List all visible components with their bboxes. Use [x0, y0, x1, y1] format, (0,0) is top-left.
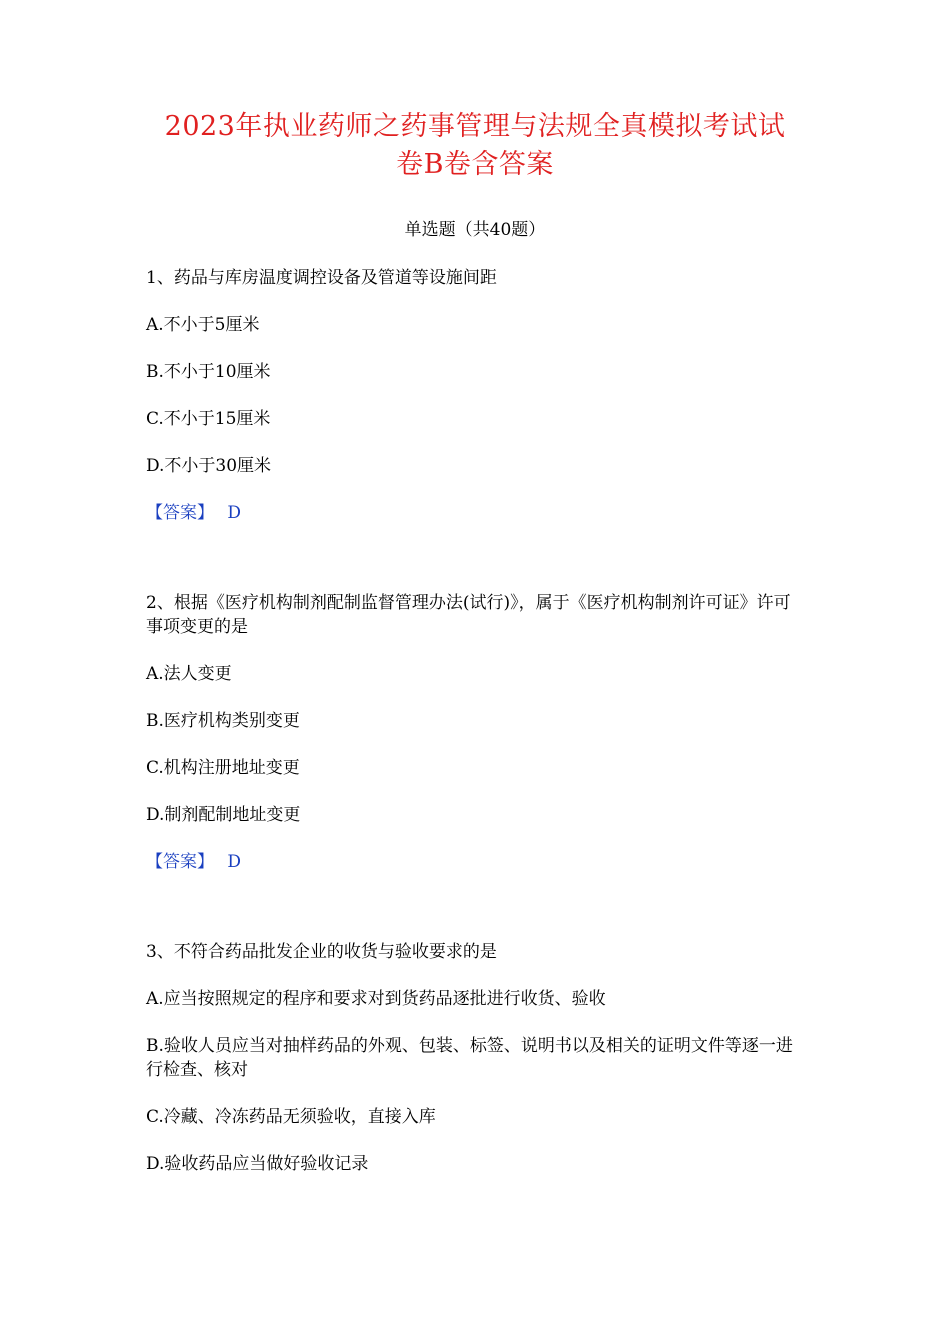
option-a: A.法人变更: [146, 664, 232, 684]
title-line-1: 2023年执业药师之药事管理与法规全真模拟考试试: [164, 111, 786, 142]
answer-label: 【答案】: [146, 852, 214, 872]
option-b: B.验收人员应当对抽样药品的外观、包装、标签、说明书以及相关的证明文件等逐一进行检查、核对: [146, 1036, 793, 1080]
question-1: [146, 266, 804, 525]
option-d: D.验收药品应当做好验收记录: [146, 1154, 369, 1174]
option-a: A.应当按照规定的程序和要求对到货药品逐批进行收货、验收: [146, 989, 606, 1009]
question-stem: 2、根据《医疗机构制剂配制监督管理办法(试行)》，属于《医疗机构制剂许可证》许可事项变更的是: [146, 593, 791, 637]
question-stem: 3、不符合药品批发企业的收货与验收要求的是: [146, 942, 497, 962]
answer-label: 【答案】: [146, 503, 214, 523]
option-c: C.不小于15厘米: [146, 409, 271, 429]
document-title: [146, 108, 804, 184]
section-heading: 单选题（共40题）: [404, 220, 546, 240]
option-d: D.制剂配制地址变更: [146, 805, 301, 825]
option-a: A.不小于5厘米: [146, 315, 260, 335]
answer-value: D: [227, 852, 242, 872]
answer-value: D: [227, 503, 242, 523]
question-2: [146, 591, 804, 874]
option-d: D.不小于30厘米: [146, 456, 272, 476]
option-b: B.医疗机构类别变更: [146, 711, 300, 731]
answer-line: [146, 850, 804, 874]
question-stem: 1、药品与库房温度调控设备及管道等设施间距: [146, 268, 497, 288]
option-c: C.机构注册地址变更: [146, 758, 300, 778]
question-3: [146, 940, 804, 1176]
answer-line: [146, 501, 804, 525]
option-b: B.不小于10厘米: [146, 362, 271, 382]
title-line-2: 卷B卷含答案: [396, 149, 554, 180]
option-c: C.冷藏、冷冻药品无须验收，直接入库: [146, 1107, 436, 1127]
